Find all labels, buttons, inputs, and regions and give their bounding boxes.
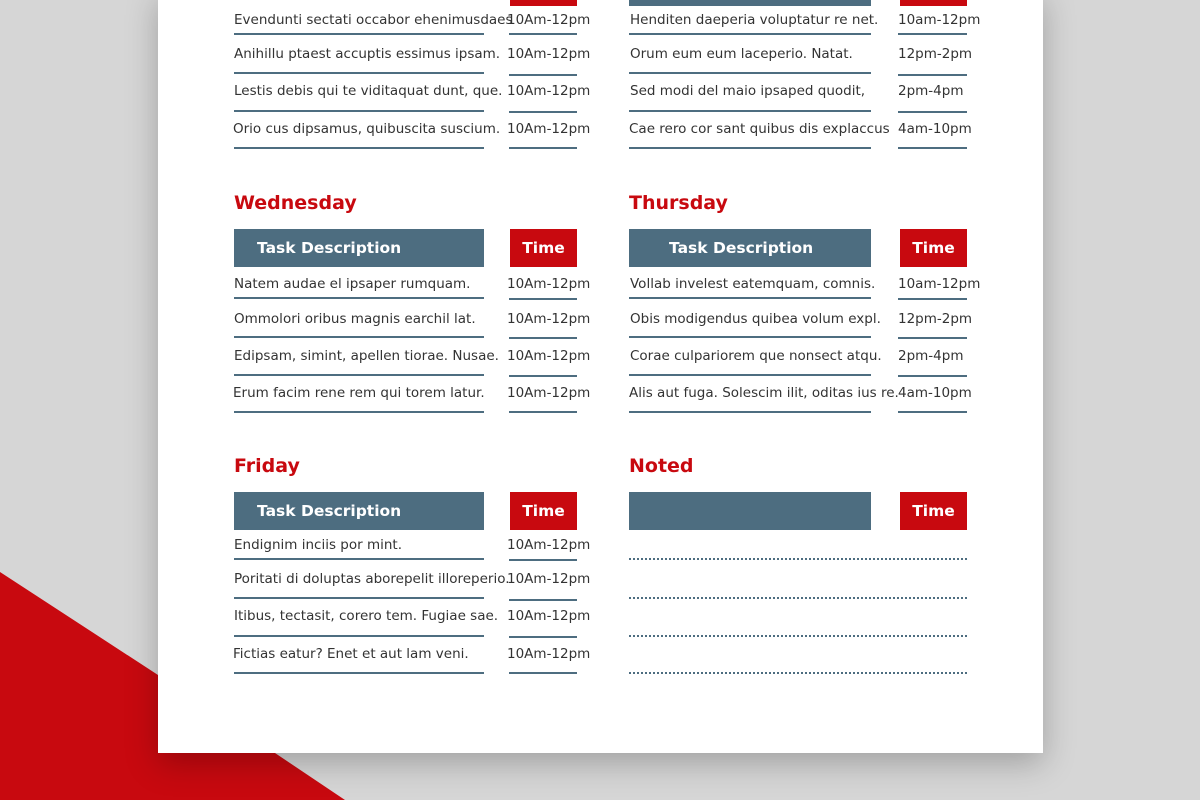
time-text: 10am-12pm [898,12,981,28]
task-text: Henditen daeperia voluptatur re net. [630,12,879,28]
task-line [234,558,484,560]
time-text: 10Am-12pm [507,348,591,364]
time-text: 10Am-12pm [507,12,591,28]
time-text: 4am-10pm [898,385,972,401]
task-line [234,336,484,338]
task-line [234,110,484,112]
time-line [509,147,577,149]
task-description-header: Task Description [234,492,484,530]
task-text: Vollab invelest eatemquam, comnis. [630,276,876,292]
time-line [898,33,967,35]
time-line [898,337,967,339]
task-text: Poritati di doluptas aborepelit illoreperio. [234,571,510,587]
time-text: 4am-10pm [898,121,972,137]
time-line [509,375,577,377]
time-text: 10Am-12pm [507,83,591,99]
time-header: Time [900,229,967,267]
time-text: 10Am-12pm [507,608,591,624]
time-line [898,411,967,413]
task-line [234,297,484,299]
task-line [234,411,484,413]
time-header-cropped [510,0,577,6]
task-text: Itibus, tectasit, corero tem. Fugiae sae. [234,608,499,624]
time-header: Time [510,229,577,267]
time-line [509,559,577,561]
time-line [509,74,577,76]
task-text: Lestis debis qui te viditaquat dunt, que. [234,83,503,99]
task-line [234,33,484,35]
task-line [629,336,871,338]
task-text: Alis aut fuga. Solescim ilit, oditas ius re. [629,385,899,401]
time-line [509,672,577,674]
day-title: Friday [234,455,300,477]
note-line[interactable] [629,635,967,637]
task-text: Ommolori oribus magnis earchil lat. [234,311,476,327]
task-line [234,374,484,376]
task-text: Erum facim rene rem qui torem latur. [233,385,485,401]
task-description-header: Task Description [234,229,484,267]
time-line [509,636,577,638]
task-line [629,411,871,413]
task-line [234,635,484,637]
task-text: Anihillu ptaest accuptis essimus ipsam. [234,46,501,62]
time-line [509,411,577,413]
time-line [509,298,577,300]
task-line [234,72,484,74]
task-line [234,672,484,674]
time-header: Time [510,492,577,530]
task-line [629,147,871,149]
time-text: 10Am-12pm [507,121,591,137]
time-line [509,111,577,113]
task-text: Edipsam, simint, apellen tiorae. Nusae. [234,348,499,364]
planner-page [158,0,1043,753]
task-text: Fictias eatur? Enet et aut lam veni. [233,646,469,662]
noted-title: Noted [629,455,694,477]
time-header: Time [900,492,967,530]
note-line[interactable] [629,597,967,599]
time-line [898,74,967,76]
task-text: Natem audae el ipsaper rumquam. [234,276,471,292]
task-line [629,297,871,299]
task-text: Endignim inciis por mint. [234,537,402,553]
time-text: 10Am-12pm [507,537,591,553]
task-text: Orum eum eum laceperio. Natat. [630,46,853,62]
task-line [629,33,871,35]
day-title: Wednesday [234,192,357,214]
task-line [234,597,484,599]
time-text: 10am-12pm [898,276,981,292]
note-line[interactable] [629,672,967,674]
time-text: 10Am-12pm [507,646,591,662]
time-text: 12pm-2pm [898,46,973,62]
task-text: Obis modigendus quibea volum expl. [630,311,881,327]
task-text: Sed modi del maio ipsaped quodit, [630,83,866,99]
time-text: 12pm-2pm [898,311,973,327]
task-header-cropped [629,0,871,6]
task-text: Cae rero cor sant quibus dis explaccus [629,121,890,137]
time-text: 10Am-12pm [507,276,591,292]
task-text: Orio cus dipsamus, quibuscita suscium. [233,121,501,137]
time-text: 10Am-12pm [507,385,591,401]
task-line [629,110,871,112]
task-text: Evendunti sectati occabor ehenimusdaes [234,12,513,28]
task-line [234,147,484,149]
notes-header-bar [629,492,871,530]
time-line [509,337,577,339]
day-title: Thursday [629,192,728,214]
task-line [629,72,871,74]
task-line [629,374,871,376]
time-text: 10Am-12pm [507,311,591,327]
time-line [509,599,577,601]
time-line [898,111,967,113]
time-line [898,147,967,149]
time-text: 10Am-12pm [507,46,591,62]
time-header-cropped [900,0,967,6]
time-line [898,298,967,300]
time-text: 2pm-4pm [898,83,964,99]
time-text: 10Am-12pm [507,571,591,587]
task-description-header: Task Description [629,229,871,267]
time-line [898,375,967,377]
note-line[interactable] [629,558,967,560]
task-text: Corae culpariorem que nonsect atqu. [630,348,882,364]
time-line [509,33,577,35]
time-text: 2pm-4pm [898,348,964,364]
